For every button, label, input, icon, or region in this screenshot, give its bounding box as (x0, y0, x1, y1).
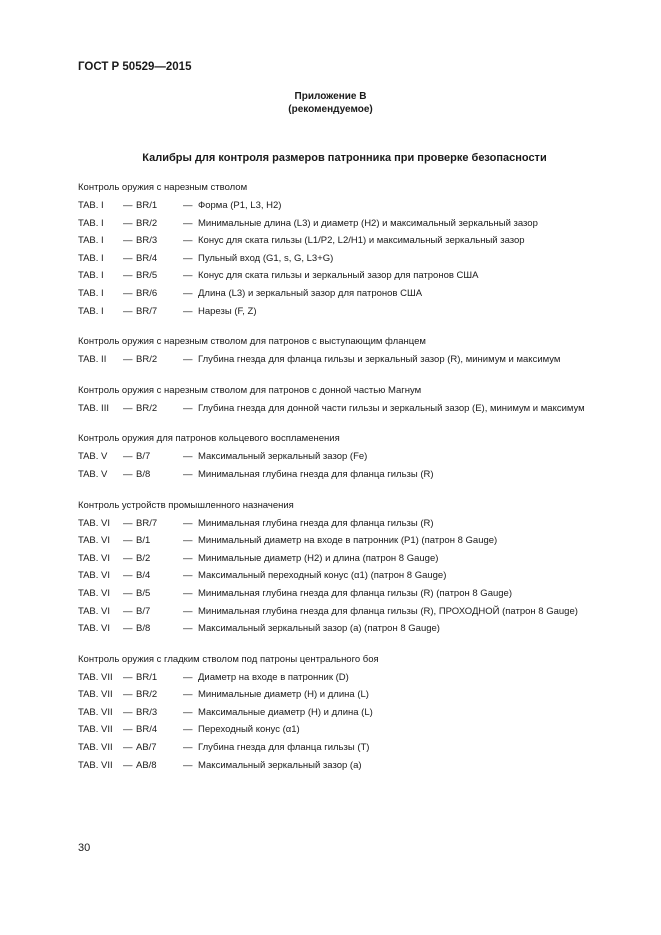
table-ref: TAB. VI (78, 570, 111, 582)
gauge-code: B/5 (136, 587, 151, 599)
gauge-code: BR/2 (136, 402, 158, 414)
gauge-section (78, 499, 638, 640)
gauge-code: BR/7 (136, 517, 158, 529)
dash-separator: — (123, 354, 133, 366)
table-ref: TAB. VII (78, 759, 113, 771)
gauge-description: Минимальный диаметр на входе в патронник (P1) (патрон 8 Gauge) (198, 535, 498, 547)
gauge-code: BR/1 (136, 200, 158, 211)
gauge-row (78, 706, 638, 724)
page-number: 30 (78, 842, 91, 854)
gauge-code: B/8 (136, 623, 151, 635)
table-ref: TAB. VI (78, 623, 111, 635)
dash-separator: — (183, 517, 193, 529)
dash-separator: — (183, 689, 193, 701)
gauge-row (78, 305, 638, 323)
gauge-code: B/1 (136, 535, 151, 547)
dash-separator: — (123, 689, 133, 701)
gauge-code: BR/4 (136, 252, 158, 264)
gauge-description: Максимальные диаметр (H) и длина (L) (198, 706, 373, 718)
gauge-description: Максимальный зеркальный зазор (a) (патрон 8 Gauge) (198, 623, 440, 635)
dash-separator: — (183, 759, 193, 771)
dash-separator: — (183, 587, 193, 599)
dash-separator: — (123, 305, 133, 317)
gauge-description: Максимальный зеркальный зазор (a) (198, 759, 362, 771)
table-ref: TAB. I (78, 235, 104, 247)
dash-separator: — (183, 235, 193, 247)
section-title: Контроль оружия с нарезным стволом для патронов с донной частью Магнум (78, 384, 422, 396)
gauge-row (78, 552, 638, 570)
gauge-section (78, 653, 638, 777)
gauge-row (78, 252, 638, 270)
gauge-code: BR/3 (136, 706, 158, 718)
gauge-code: BR/2 (136, 354, 158, 366)
dash-separator: — (183, 570, 193, 582)
gauge-description: Минимальные диаметр (H2) и длина (патрон 8 Gauge) (198, 552, 439, 564)
dash-separator: — (123, 402, 133, 414)
dash-separator: — (183, 468, 193, 480)
gauge-code: BR/3 (136, 235, 158, 247)
table-ref: TAB. VII (78, 671, 113, 683)
table-ref: TAB. VI (78, 587, 111, 599)
gauge-code: B/7 (136, 605, 151, 617)
gauge-description: Пульный вход (G1, s, G, L3+G) (198, 252, 334, 264)
dash-separator: — (123, 468, 133, 480)
dash-separator: — (183, 724, 193, 736)
table-ref: TAB. I (78, 252, 104, 264)
dash-separator: — (123, 570, 133, 582)
gauge-code: BR/2 (136, 217, 158, 229)
gauge-row (78, 234, 638, 252)
table-ref: TAB. VII (78, 689, 113, 701)
gauge-description: Минимальная глубина гнезда для фланца гильзы (R) (патрон 8 Gauge) (198, 587, 512, 599)
gauge-description: Минимальная глубина гнезда для фланца гильзы (R), ПРОХОДНОЙ (патрон 8 Gauge) (198, 605, 578, 617)
section-title: Контроль оружия для патронов кольцевого воспламенения (78, 433, 340, 445)
gauge-description: Нарезы (F, Z) (198, 305, 257, 317)
section-title: Контроль устройств промышленного назначения (78, 499, 294, 511)
table-ref: TAB. I (78, 305, 104, 317)
gauge-code: B/4 (136, 570, 151, 582)
table-ref: TAB. III (78, 402, 109, 414)
table-ref: TAB. I (78, 287, 104, 299)
table-ref: TAB. VI (78, 535, 111, 547)
dash-separator: — (123, 742, 133, 754)
table-ref: TAB. VI (78, 552, 111, 564)
dash-separator: — (123, 623, 133, 635)
main-title: Калибры для контроля размеров патронника при проверке безопасности (142, 152, 547, 164)
gauge-section (78, 384, 638, 420)
gauge-description: Диаметр на входе в патронник (D) (198, 671, 349, 683)
gauge-code: B/2 (136, 552, 151, 564)
dash-separator: — (123, 587, 133, 599)
gauge-code: AB/8 (136, 759, 157, 771)
dash-separator: — (123, 287, 133, 299)
gauge-row (78, 723, 638, 741)
gauge-code: AB/7 (136, 742, 157, 754)
gauge-row (78, 587, 638, 605)
gauge-description: Длина (L3) и зеркальный зазор для патронов США (198, 287, 423, 299)
dash-separator: — (123, 671, 133, 683)
dash-separator: — (183, 671, 193, 683)
dash-separator: — (123, 200, 133, 211)
gauge-description: Минимальная глубина гнезда для фланца гильзы (R) (198, 468, 434, 480)
dash-separator: — (183, 552, 193, 564)
gauge-sections (78, 181, 638, 789)
gauge-code: BR/5 (136, 270, 158, 282)
gauge-section (78, 335, 638, 371)
gauge-description: Конус для ската гильзы и зеркальный зазор для патронов США (198, 270, 479, 282)
gauge-description: Глубина гнезда для фланца гильзы и зеркальный зазор (R), минимум и максимум (198, 354, 561, 366)
document-code: ГОСТ Р 50529—2015 (78, 61, 192, 73)
gauge-section (78, 181, 638, 322)
gauge-row (78, 741, 638, 759)
dash-separator: — (123, 724, 133, 736)
dash-separator: — (123, 235, 133, 247)
gauge-row (78, 199, 638, 217)
gauge-description: Форма (P1, L3, H2) (198, 200, 282, 211)
gauge-code: B/7 (136, 451, 151, 463)
dash-separator: — (123, 706, 133, 718)
section-title: Контроль оружия с нарезным стволом для патронов с выступающим фланцем (78, 336, 426, 348)
dash-separator: — (183, 305, 193, 317)
table-ref: TAB. I (78, 217, 104, 229)
gauge-description: Конус для ската гильзы (L1/P2, L2/H1) и максимальный зеркальный зазор (198, 235, 525, 247)
gauge-description: Минимальные диаметр (H) и длина (L) (198, 689, 369, 701)
table-ref: TAB. I (78, 200, 104, 211)
table-ref: TAB. VII (78, 742, 113, 754)
gauge-row (78, 517, 638, 535)
section-title: Контроль оружия с нарезным стволом (78, 182, 248, 193)
gauge-row (78, 569, 638, 587)
table-ref: TAB. V (78, 468, 108, 480)
gauge-row (78, 671, 638, 689)
dash-separator: — (123, 517, 133, 529)
dash-separator: — (183, 402, 193, 414)
gauge-row (78, 468, 638, 486)
table-ref: TAB. I (78, 270, 104, 282)
dash-separator: — (123, 535, 133, 547)
gauge-description: Глубина гнезда для донной части гильзы и зеркальный зазор (E), минимум и максимум (198, 402, 585, 414)
table-ref: TAB. VI (78, 517, 111, 529)
dash-separator: — (123, 451, 133, 463)
dash-separator: — (183, 217, 193, 229)
dash-separator: — (183, 605, 193, 617)
gauge-row (78, 353, 638, 371)
dash-separator: — (183, 742, 193, 754)
dash-separator: — (183, 252, 193, 264)
gauge-description: Переходный конус (α1) (198, 724, 300, 736)
table-ref: TAB. V (78, 451, 108, 463)
dash-separator: — (123, 552, 133, 564)
dash-separator: — (183, 535, 193, 547)
dash-separator: — (123, 605, 133, 617)
dash-separator: — (183, 200, 193, 211)
gauge-row (78, 287, 638, 305)
gauge-code: BR/6 (136, 287, 158, 299)
gauge-description: Минимальная глубина гнезда для фланца гильзы (R) (198, 517, 434, 529)
dash-separator: — (123, 252, 133, 264)
dash-separator: — (183, 623, 193, 635)
dash-separator: — (183, 270, 193, 282)
gauge-code: BR/2 (136, 689, 158, 701)
table-ref: TAB. VII (78, 706, 113, 718)
gauge-row (78, 269, 638, 287)
gauge-code: B/8 (136, 468, 151, 480)
gauge-section (78, 432, 638, 485)
table-ref: TAB. II (78, 354, 107, 366)
dash-separator: — (183, 287, 193, 299)
gauge-row (78, 688, 638, 706)
gauge-row (78, 450, 638, 468)
dash-separator: — (123, 270, 133, 282)
gauge-description: Глубина гнезда для фланца гильзы (T) (198, 742, 370, 754)
gauge-description: Максимальный переходный конус (α1) (патрон 8 Gauge) (198, 570, 447, 582)
section-title: Контроль оружия с гладким стволом под патроны центрального боя (78, 653, 379, 665)
dash-separator: — (183, 354, 193, 366)
gauge-row (78, 605, 638, 623)
appendix-title: Приложение В (294, 91, 367, 102)
table-ref: TAB. VI (78, 605, 111, 617)
dash-separator: — (123, 217, 133, 229)
gauge-code: BR/1 (136, 671, 158, 683)
gauge-row (78, 402, 638, 420)
gauge-row (78, 759, 638, 777)
table-ref: TAB. VII (78, 724, 113, 736)
dash-separator: — (183, 706, 193, 718)
gauge-row (78, 534, 638, 552)
dash-separator: — (123, 759, 133, 771)
gauge-row (78, 622, 638, 640)
appendix-subtitle: (рекомендуемое) (288, 104, 373, 115)
gauge-code: BR/7 (136, 305, 158, 317)
gauge-code: BR/4 (136, 724, 158, 736)
gauge-description: Максимальный зеркальный зазор (Fe) (198, 451, 368, 463)
gauge-row (78, 217, 638, 235)
gauge-description: Минимальные длина (L3) и диаметр (H2) и максимальный зеркальный зазор (198, 217, 538, 229)
dash-separator: — (183, 451, 193, 463)
